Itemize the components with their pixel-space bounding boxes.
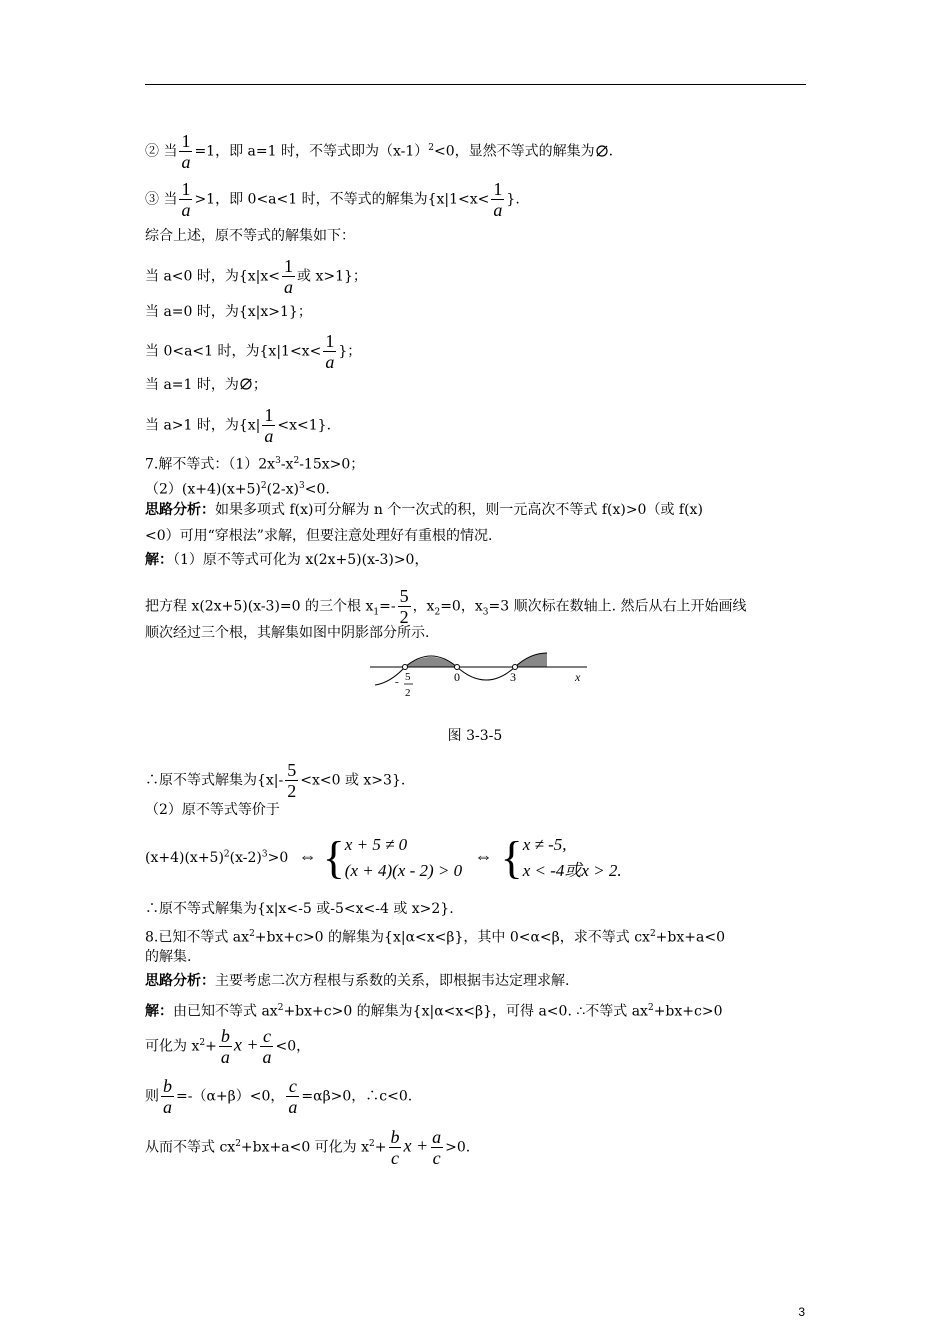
- system-row: x + 5 ≠ 0: [344, 835, 408, 854]
- number-line-figure: [365, 645, 595, 705]
- text: 当 0<a<1 时，为{x|1<x<: [145, 343, 322, 360]
- denominator: a: [264, 426, 274, 446]
- denominator: a: [288, 1097, 298, 1117]
- denominator: c: [432, 1148, 441, 1168]
- text: <0.: [304, 481, 330, 498]
- superscript: 2: [249, 929, 255, 939]
- solution-line: [145, 800, 280, 820]
- label: 解：: [145, 552, 173, 568]
- equivalence-line: [145, 832, 622, 884]
- text: +bx+a<0 可化为 x: [240, 1139, 370, 1156]
- case-a-equals-1-line: [145, 131, 613, 172]
- numerator: 1: [493, 179, 503, 199]
- superscript: 2: [649, 929, 656, 939]
- system-2: [523, 832, 622, 884]
- subscript: 3: [482, 607, 489, 618]
- text: +: [205, 1038, 217, 1055]
- iff-symbol: ⇔: [298, 846, 317, 866]
- fraction: [285, 760, 298, 801]
- solution-line: [145, 1076, 412, 1117]
- figure-caption: 图 3-3-5: [447, 728, 503, 744]
- text: >1，即 0<a<1 时，不等式的解集为{x|1<x<: [194, 191, 490, 208]
- numerator: c: [288, 1076, 297, 1096]
- shaded-region: [405, 657, 457, 667]
- analysis-paragraph: [145, 971, 569, 991]
- superscript: 3: [275, 456, 281, 466]
- problem-7-title: [145, 451, 364, 475]
- problem-8-title: [145, 924, 725, 948]
- denominator: a: [493, 200, 503, 220]
- text: <x<1}.: [277, 417, 332, 434]
- text: 顺次经过三个根，其解集如图中阴影部分所示.: [145, 625, 430, 641]
- shaded-region: [515, 653, 547, 667]
- text: 可化为 x: [145, 1038, 200, 1055]
- system-row: x < -4或x > 2.: [522, 861, 622, 880]
- solution-line: [145, 760, 405, 801]
- analysis-paragraph: [145, 500, 703, 520]
- text: 7.解不等式：（1）2x: [145, 456, 276, 473]
- text: 由已知不等式 ax: [173, 1003, 278, 1020]
- numerator: b: [163, 1076, 172, 1096]
- text: 从而不等式 cx: [145, 1139, 236, 1156]
- page-number: 3: [798, 1305, 805, 1319]
- text: =1，即 a=1 时，不等式即为（x-1）: [194, 143, 429, 160]
- root-point: [403, 665, 408, 670]
- denominator: c: [391, 1148, 399, 1168]
- root-point: [513, 665, 518, 670]
- numerator: 1: [181, 131, 191, 151]
- text: 当 a<0 时，为{x|x<: [145, 268, 281, 285]
- fraction: [282, 256, 295, 297]
- superscript: 3: [299, 481, 305, 491]
- case-line: [145, 405, 331, 446]
- denominator: a: [181, 200, 191, 220]
- solution-line: [145, 1026, 310, 1067]
- text: x +: [403, 1135, 429, 1156]
- tick-label: 5: [405, 671, 411, 683]
- text: （2）(x+4)(x+5): [145, 481, 261, 498]
- numerator: 1: [325, 331, 335, 351]
- problem-8-title: [145, 947, 191, 967]
- text: 8.已知不等式 ax: [145, 929, 250, 946]
- text: 当 a>1 时，为{x|: [145, 417, 261, 434]
- numerator: c: [262, 1026, 271, 1046]
- text: 当 a=1 时，为: [145, 377, 239, 393]
- text: （2）原不等式等价于: [145, 802, 280, 818]
- text: -x: [280, 456, 294, 473]
- denominator: 2: [399, 607, 409, 627]
- system-row: x ≠ -5,: [522, 835, 567, 854]
- numerator: 1: [181, 179, 191, 199]
- system-1: [345, 832, 462, 884]
- fraction: [323, 331, 336, 372]
- fraction: [161, 1076, 174, 1117]
- summary-heading: [145, 226, 355, 246]
- text: <0，显然不等式的解集为: [434, 143, 595, 160]
- fraction: [430, 1127, 443, 1168]
- superscript: 2: [260, 481, 267, 491]
- fraction: [389, 1127, 402, 1168]
- label: 思路分析：: [145, 973, 215, 989]
- superscript: 2: [235, 1138, 241, 1149]
- superscript: 2: [428, 142, 434, 153]
- text: =-: [379, 598, 396, 615]
- text: +bx+c>0 的解集为{x|α<x<β}，其中 0<α<β，求不等式 cx: [254, 929, 650, 946]
- case-a-greater-1-line: [145, 179, 520, 220]
- text: <0）可用“穿根法”求解，但要注意处理好有重根的情况.: [145, 528, 493, 544]
- solution-line: [145, 550, 428, 570]
- solution-line: [145, 998, 722, 1022]
- text: }.: [506, 191, 520, 208]
- fraction: [286, 1076, 299, 1117]
- text: 如果多项式 f(x)可分解为 n 个一次式的积，则一元高次不等式 f(x)>0（或 f(x): [215, 502, 703, 518]
- problem-7-part-2: [145, 476, 330, 500]
- text: 则: [145, 1088, 159, 1105]
- text: ，x: [412, 598, 435, 615]
- solution-line: [145, 899, 454, 919]
- iff-symbol: ⇔: [474, 846, 493, 866]
- analysis-paragraph: [145, 526, 492, 546]
- text: 把方程 x(2x+5)(x-3)=0 的三个根 x: [145, 598, 374, 615]
- text: =3 顺次标在数轴上. 然后从右上开始画线: [488, 598, 747, 615]
- text: (2-x): [266, 481, 300, 498]
- axis-label: x: [575, 670, 581, 684]
- case-line: [145, 256, 367, 297]
- fraction: [262, 405, 275, 446]
- fraction: [491, 179, 504, 220]
- case-line: [145, 302, 312, 322]
- superscript: 2: [199, 1037, 206, 1048]
- numerator: a: [432, 1127, 442, 1147]
- fraction: [179, 179, 192, 220]
- superscript: 2: [223, 849, 230, 860]
- fraction: [179, 131, 192, 172]
- superscript: 2: [277, 1003, 284, 1013]
- denominator: a: [284, 277, 294, 297]
- system-row: (x + 4)(x - 2) > 0: [344, 861, 463, 880]
- solution-line: [145, 586, 746, 627]
- label: 解：: [145, 1003, 173, 1020]
- fraction: [260, 1026, 273, 1067]
- denominator: a: [325, 352, 335, 372]
- empty-set-icon: [595, 144, 609, 158]
- superscript: 2: [293, 456, 300, 466]
- text: <0，: [275, 1038, 311, 1055]
- text: +bx+c>0 的解集为{x|α<x<β}，可得 a<0. ∴不等式 ax: [283, 1003, 648, 1020]
- text: ；: [252, 377, 267, 393]
- case-line: [145, 375, 267, 395]
- superscript: 2: [647, 1003, 654, 1013]
- text: ② 当: [145, 143, 178, 160]
- solution-line: [145, 1127, 470, 1168]
- text: >0: [267, 850, 289, 866]
- text: +bx+a<0: [655, 929, 725, 946]
- text: =αβ>0，∴c<0.: [301, 1088, 413, 1105]
- fraction: [219, 1026, 232, 1067]
- subscript: 1: [373, 607, 380, 618]
- text: >0.: [445, 1139, 471, 1156]
- text: <x<0 或 x>3}.: [300, 772, 406, 789]
- denominator: 2: [287, 781, 297, 801]
- denominator: a: [163, 1097, 172, 1117]
- left-brace: {: [322, 832, 345, 883]
- solution-line: [145, 623, 429, 643]
- text: 主要考虑二次方程根与系数的关系，即根据韦达定理求解.: [215, 973, 570, 989]
- text: 当 a=0 时，为{x|x>1}；: [145, 304, 312, 320]
- denominator: a: [181, 152, 191, 172]
- numerator: 1: [264, 405, 274, 425]
- numerator: 5: [399, 586, 409, 606]
- text: }；: [338, 343, 362, 360]
- text: （1）原不等式可化为 x(2x+5)(x-3)>0，: [173, 552, 429, 568]
- text: -15x>0；: [299, 456, 365, 473]
- tick-label: 2: [405, 687, 411, 699]
- tick-label: 0: [454, 670, 460, 684]
- left-brace: {: [500, 832, 523, 883]
- text: =-（α+β）<0，: [176, 1088, 285, 1105]
- superscript: 3: [261, 849, 268, 860]
- text: (x-2): [229, 850, 262, 866]
- numerator: 5: [287, 760, 297, 780]
- text: (x+4)(x+5): [145, 850, 224, 866]
- text: =0，x: [440, 598, 483, 615]
- superscript: 2: [369, 1138, 375, 1149]
- text: 的解集.: [145, 949, 192, 965]
- empty-set-icon: [239, 377, 253, 391]
- root-point: [455, 665, 460, 670]
- numerator: b: [390, 1127, 400, 1147]
- tick-label: -: [395, 676, 399, 688]
- label: 思路分析：: [145, 502, 215, 518]
- text: 综合上述，原不等式的解集如下：: [145, 228, 355, 244]
- text: ∴原不等式解集为{x|x<-5 或-5<x<-4 或 x>2}.: [145, 901, 454, 917]
- denominator: a: [220, 1047, 230, 1067]
- text: ∴原不等式解集为{x|-: [145, 772, 284, 789]
- fraction: [398, 586, 411, 627]
- tick-label: 3: [510, 670, 516, 684]
- subscript: 2: [434, 607, 441, 618]
- sign-curve: [375, 653, 547, 685]
- numerator: b: [220, 1026, 230, 1046]
- text: 或 x>1}；: [297, 268, 367, 285]
- text: x +: [233, 1034, 259, 1055]
- case-line: [145, 331, 361, 372]
- text: +bx+c>0: [653, 1003, 723, 1020]
- header-rule: [145, 84, 806, 85]
- text: ③ 当: [145, 191, 178, 208]
- text: +: [374, 1139, 387, 1156]
- text: .: [608, 143, 614, 160]
- denominator: a: [262, 1047, 272, 1067]
- numerator: 1: [284, 256, 294, 276]
